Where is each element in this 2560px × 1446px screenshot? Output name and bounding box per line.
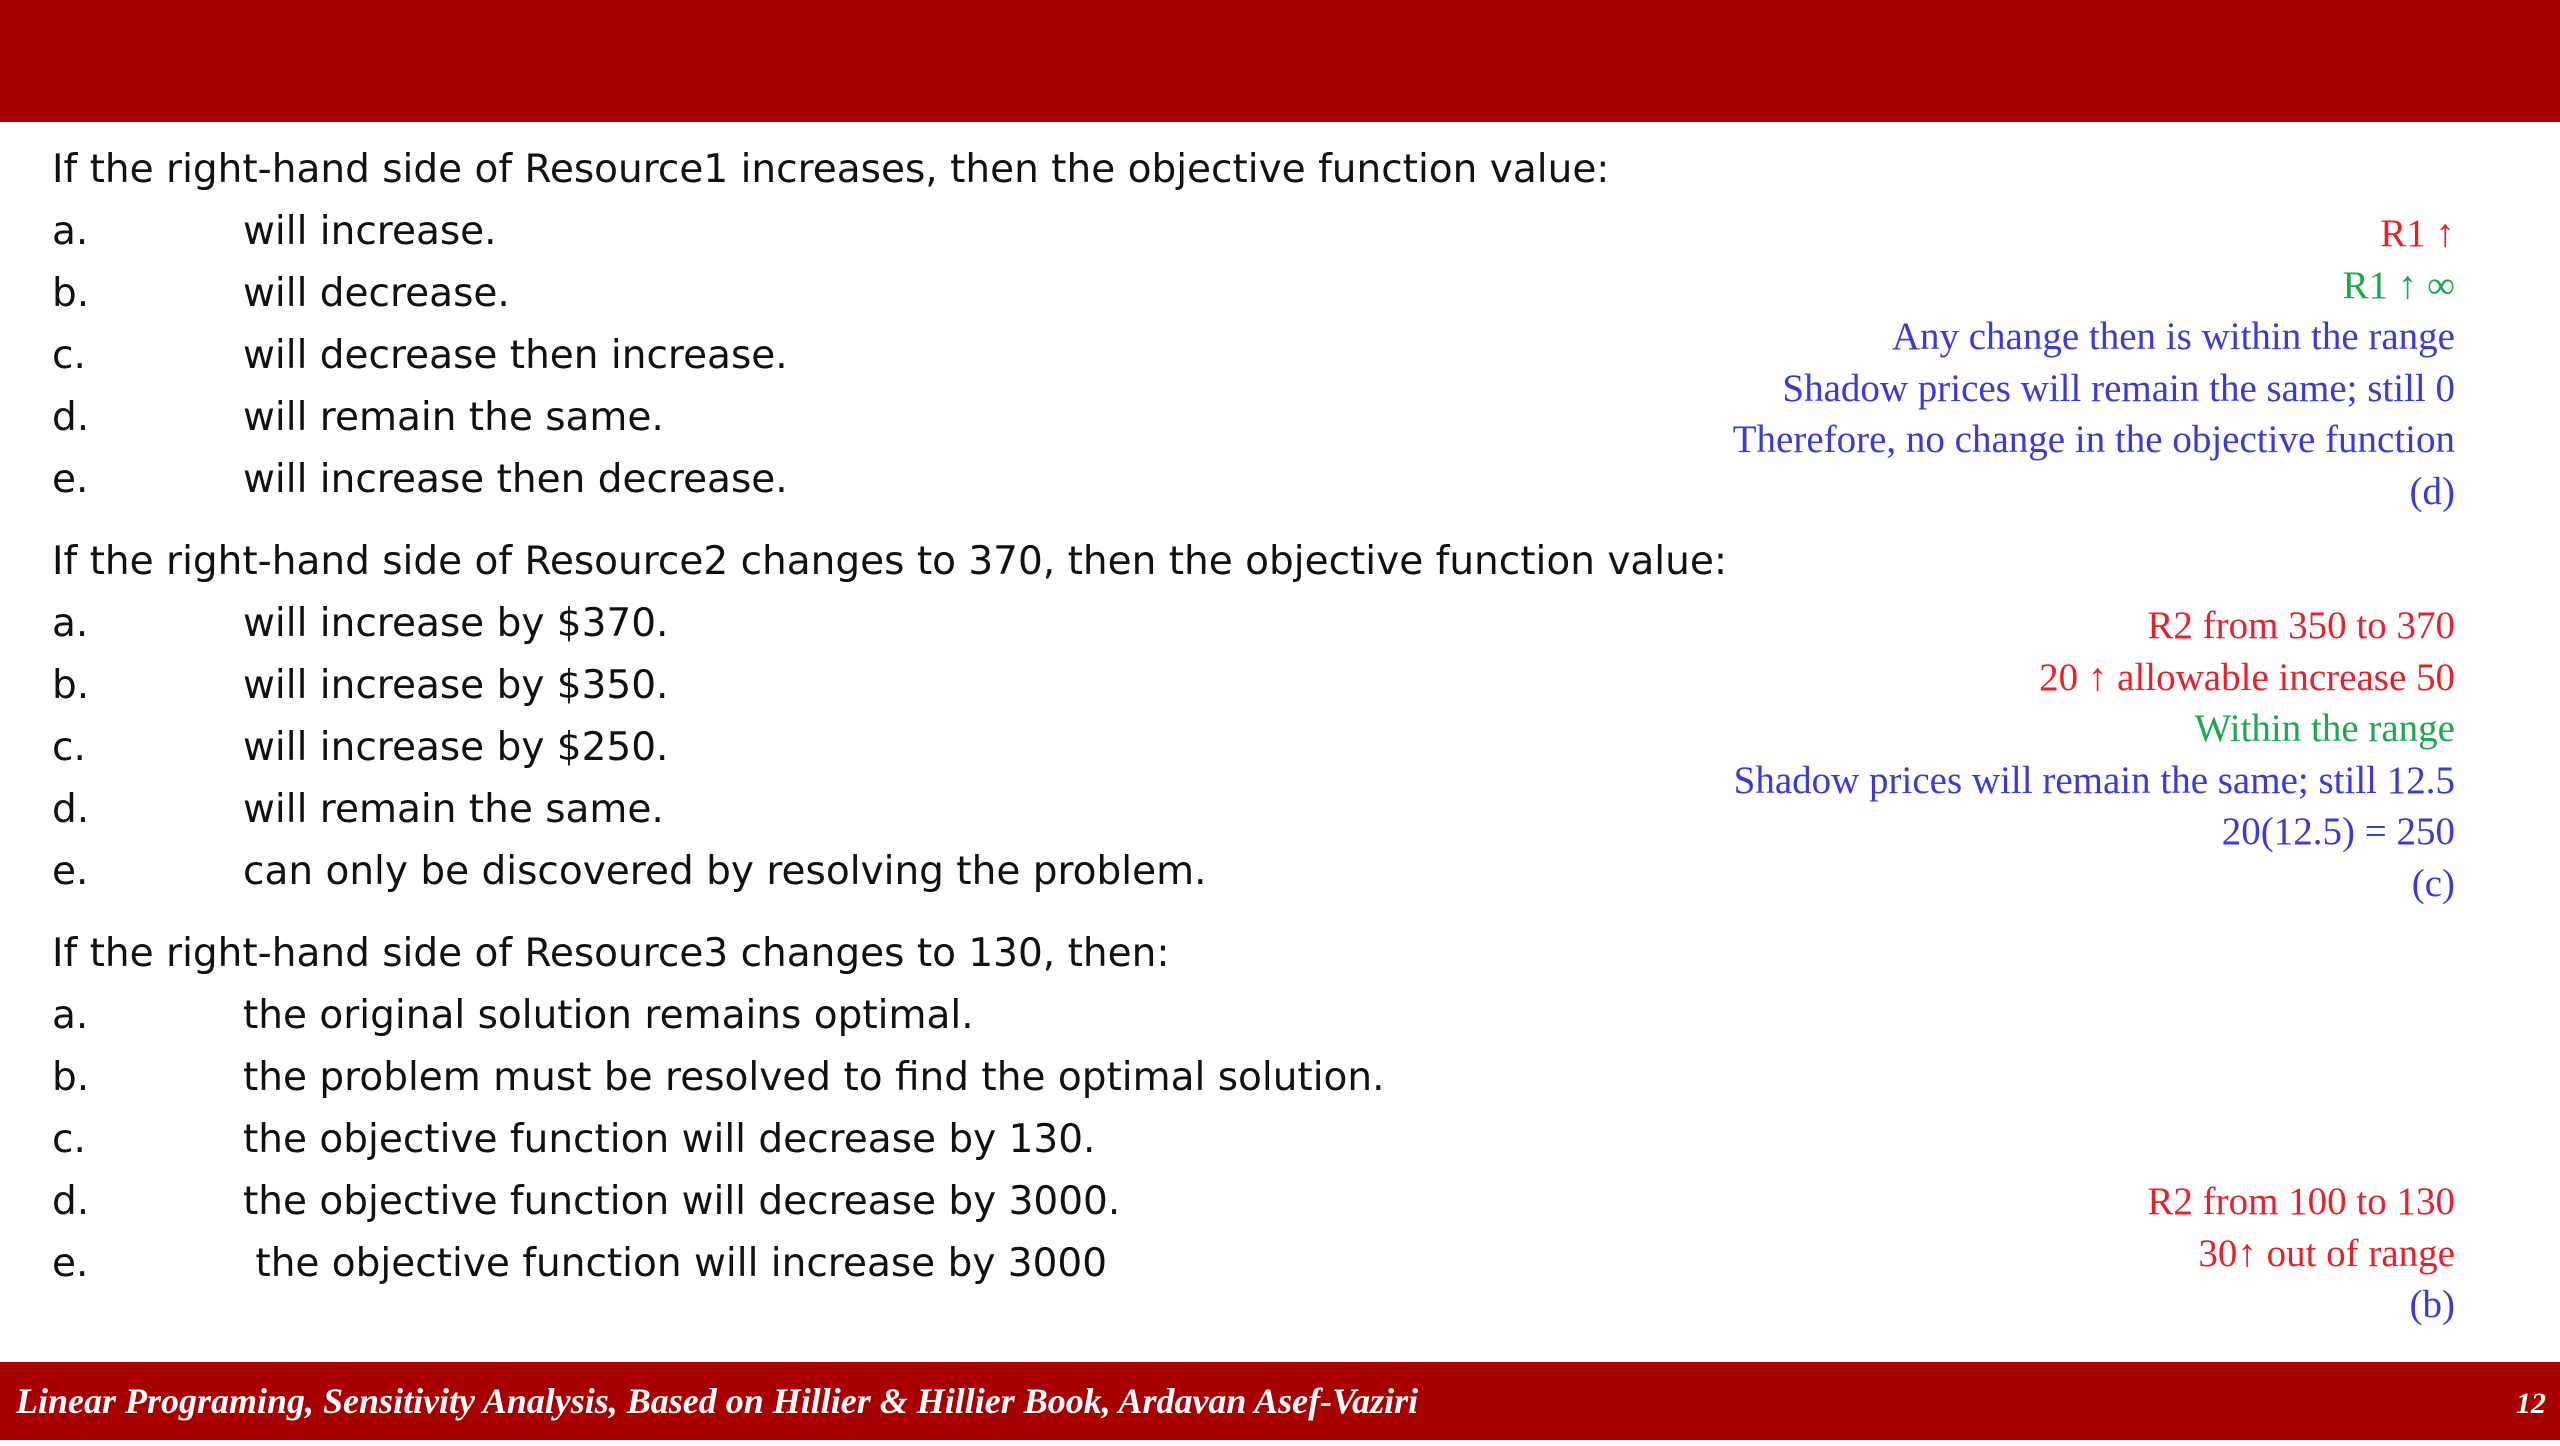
option-text: will decrease then increase. — [243, 333, 788, 378]
note-line: 30↑ out of range — [2198, 1231, 2455, 1275]
note-line: 20(12.5) = 250 — [2221, 810, 2455, 853]
footer-bar — [0, 1362, 2560, 1440]
option-letter: c. — [52, 333, 86, 378]
option-letter: b. — [52, 1055, 90, 1100]
footer-citation: Linear Programing, Sensitivity Analysis, Based on Hillier & Hillier Book, Ardavan Asef-Vaziri — [16, 1381, 1419, 1421]
option-letter: e. — [52, 457, 89, 502]
option-row — [52, 1055, 1752, 1120]
option-letter: e. — [52, 1241, 89, 1286]
note-line: Shadow prices will remain the same; still 12.5 — [1733, 758, 2455, 802]
option-letter: e. — [52, 849, 89, 894]
answer-notes-2 — [1405, 600, 2455, 909]
option-letter: b. — [52, 271, 90, 316]
option-text: will increase by $370. — [243, 601, 669, 646]
note-line: Shadow prices will remain the same; still 0 — [1782, 366, 2455, 410]
option-text: the objective function will increase by 3000 — [243, 1241, 1108, 1286]
option-letter: a. — [52, 601, 89, 646]
option-text: will increase by $250. — [243, 725, 669, 770]
note-line: R2 from 350 to 370 — [2147, 604, 2455, 647]
note-line: R1 ↑ ∞ — [2342, 263, 2455, 307]
option-text: will remain the same. — [243, 395, 664, 440]
answer-letter: (d) — [2409, 469, 2455, 513]
option-text: the problem must be resolved to find the optimal solution. — [243, 1055, 1385, 1100]
option-letter: d. — [52, 787, 90, 832]
note-line: Therefore, no change in the objective function — [1732, 418, 2455, 461]
question-stem: If the right-hand side of Resource3 changes to 130, then: — [52, 931, 1170, 976]
option-text: the objective function will decrease by 130. — [243, 1117, 1096, 1162]
option-row — [52, 993, 1752, 1058]
option-text: the objective function will decrease by 3000. — [243, 1179, 1121, 1224]
slide-content — [0, 122, 2560, 1362]
option-text: will increase then decrease. — [243, 457, 788, 502]
answer-notes-1 — [1405, 208, 2455, 517]
option-letter: d. — [52, 395, 90, 440]
answer-letter: (b) — [2409, 1283, 2455, 1326]
header-bar — [0, 0, 2560, 122]
note-line: Within the range — [2194, 707, 2455, 750]
option-row — [52, 1117, 1752, 1182]
answer-notes-3 — [1405, 1176, 2455, 1331]
note-line: R2 from 100 to 130 — [2147, 1180, 2455, 1223]
option-text: can only be discovered by resolving the problem. — [243, 849, 1207, 894]
note-line: R1 ↑ — [2380, 212, 2455, 255]
answer-letter: (c) — [2411, 861, 2455, 905]
question-stem: If the right-hand side of Resource2 changes to 370, then the objective function value: — [52, 539, 1727, 584]
option-letter: b. — [52, 663, 90, 708]
option-text: will increase by $350. — [243, 663, 669, 708]
page-number: 12 — [2516, 1387, 2546, 1420]
option-letter: d. — [52, 1179, 90, 1224]
question-stem: If the right-hand side of Resource1 increases, then the objective function value: — [52, 147, 1610, 192]
option-letter: a. — [52, 993, 89, 1038]
option-letter: c. — [52, 1117, 86, 1162]
option-text: the original solution remains optimal. — [243, 993, 974, 1038]
option-text: will decrease. — [243, 271, 510, 316]
option-letter: c. — [52, 725, 86, 770]
note-line: Any change then is within the range — [1891, 315, 2455, 358]
option-text: will remain the same. — [243, 787, 664, 832]
note-line: 20 ↑ allowable increase 50 — [2039, 655, 2455, 699]
option-letter: a. — [52, 209, 89, 254]
option-text: will increase. — [243, 209, 497, 254]
